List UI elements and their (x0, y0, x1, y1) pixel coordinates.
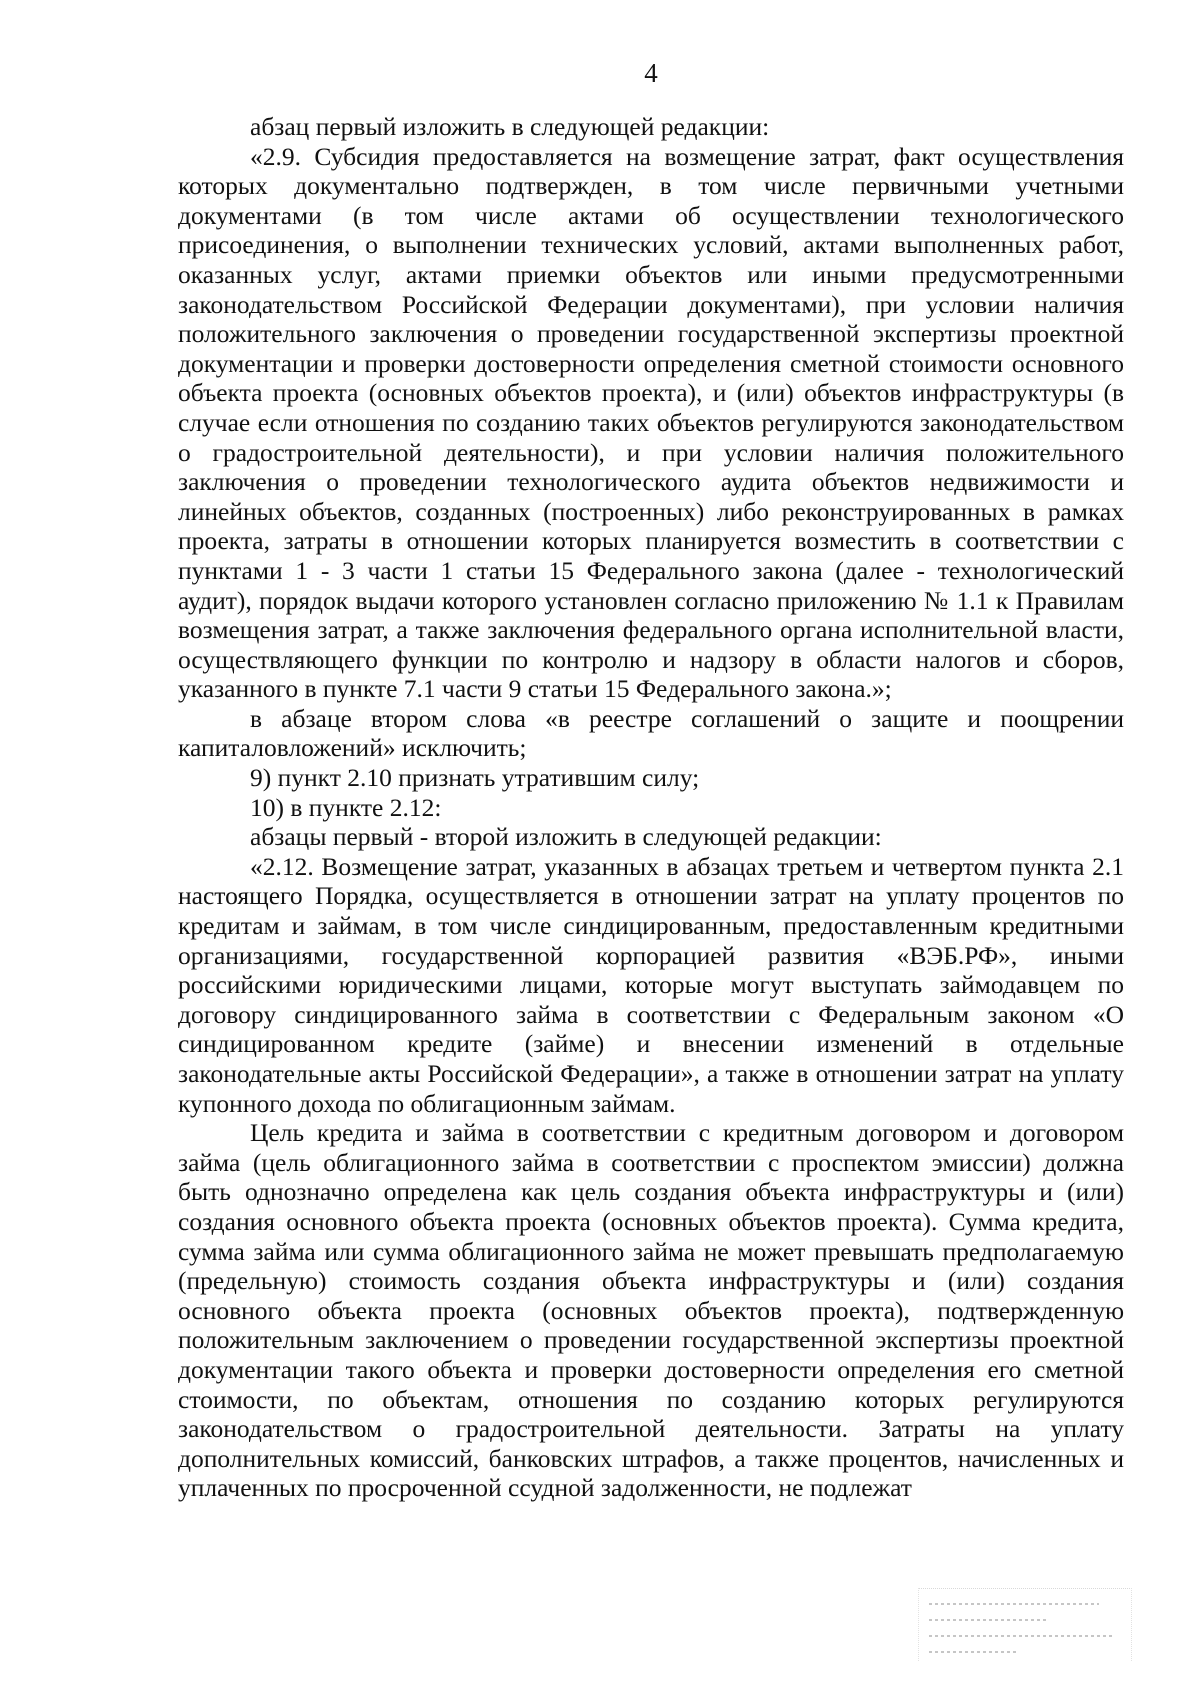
paragraph-item-2-12: «2.12. Возмещение затрат, указанных в абзацах третьем и четвертом пункта 2.1 настоящего Порядка, осуществляется в отношении затрат на уплату процентов по кредитам и займам, в том числе синдицированным, предоставленным кредитными организациями, государственной корпорацией развития «ВЭБ.РФ», иными российскими юридическими лицами, которые могут выступать займодавцем по договору синдицированного займа в соответствии с Федеральным законом «О синдицированном кредите (займе) и внесении изменений в отдельные законодательные акты Российской Федерации», а также в отношении затрат на уплату купонного дохода по облигационным займам. (178, 851, 1124, 1118)
document-body (178, 112, 1124, 1503)
paragraph-second-abzac: в абзаце втором слова «в реестре соглашений о защите и поощрении капиталовложений» исключить; (178, 703, 1124, 763)
paragraph-credit-goal: Цель кредита и займа в соответствии с кредитным договором и договором займа (цель облигационного займа в соответствии с проспектом эмиссии) должна быть однозначно определена как цель создания объекта инфраструктуры и (или) создания основного объекта проекта (основных объектов проекта). Сумма кредита, сумма займа или сумма облигационного займа не может превышать предполагаемую (предельную) стоимость создания объекта инфраструктуры и (или) создания основного объекта проекта (основных объектов проекта), подтвержденную положительным заключением о проведении государственной экспертизы проектной документации такого объекта и проверки достоверности определения его сметной стоимости, по объектам, отношения по созданию которых регулируются законодательством о градостроительной деятельности. Затраты на уплату дополнительных комиссий, банковских штрафов, а также процентов, начисленных и уплаченных по просроченной ссудной задолженности, не подлежат (178, 1118, 1124, 1503)
faint-stamp (918, 1588, 1132, 1661)
paragraph-abzacy: абзацы первый - второй изложить в следующей редакции: (250, 822, 882, 852)
paragraph-item-9: 9) пункт 2.10 признать утратившим силу; (250, 763, 700, 793)
paragraph-item-2-9: «2.9. Субсидия предоставляется на возмещение затрат, факт осуществления которых документально подтвержден, в том числе первичными учетными документами (в том числе актами об осуществлении технологического присоединения, о выполнении технических условий, актами выполненных работ, оказанных услуг, актами приемки объектов или иными предусмотренными законодательством Российской Федерации документами), при условии наличия положительного заключения о проведении государственной экспертизы проектной документации и проверки достоверности определения сметной стоимости основного объекта проекта (основных объектов проекта), и (или) объектов инфраструктуры (в случае если отношения по созданию таких объектов регулируются законодательством о градостроительной деятельности), и при условии наличия положительного заключения о проведении технологического аудита объектов недвижимости и линейных объектов, созданных (построенных) либо реконструированных в рамках проекта, затраты в отношении которых планируется возместить в соответствии с пунктами 1 - 3 части 1 статьи 15 Федерального закона (далее - технологический аудит), порядок выдачи которого установлен согласно приложению № 1.1 к Правилам возмещения затрат, а также заключения федерального органа исполнительной власти, осуществляющего функции по контролю и надзору в области налогов и сборов, указанного в пункте 7.1 части 9 статьи 15 Федерального закона.»; (178, 141, 1124, 704)
paragraph-item-10: 10) в пункте 2.12: (250, 792, 442, 822)
paragraph-intro: абзац первый изложить в следующей редакции: (250, 112, 770, 141)
page-number: 4 (644, 58, 658, 88)
